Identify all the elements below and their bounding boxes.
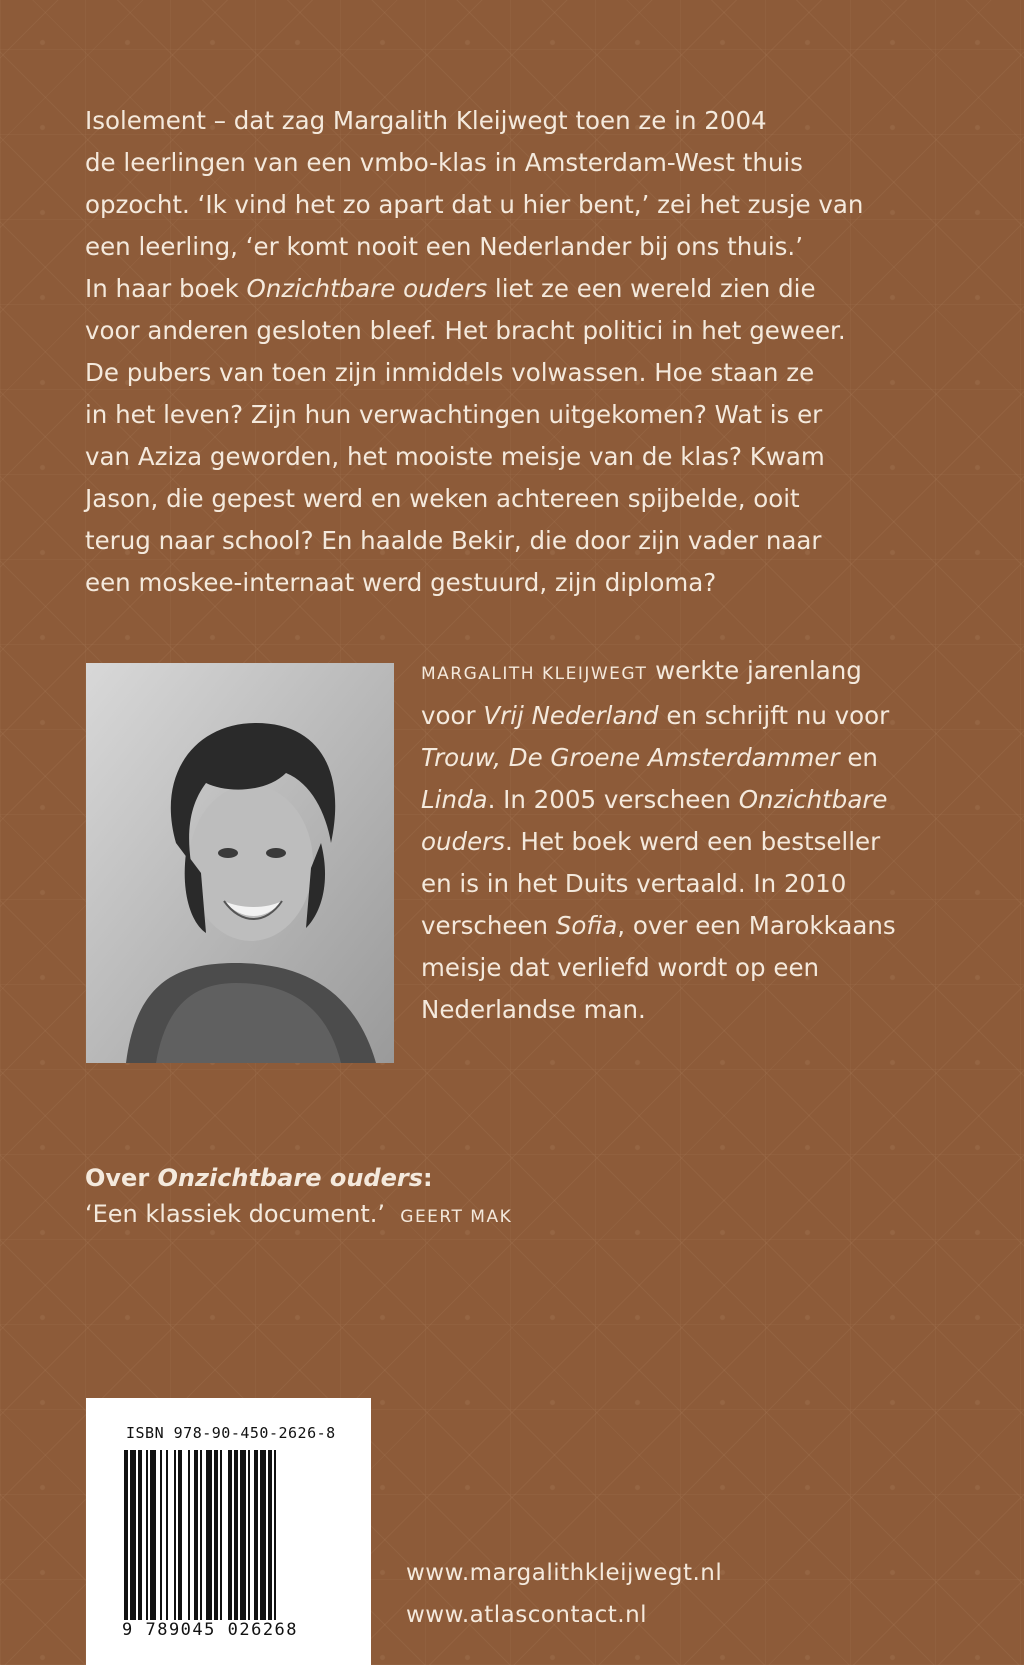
bio-text-fragment: . In 2005 verscheen [487, 785, 739, 814]
bio-line [421, 650, 981, 695]
publication-italic: Trouw, De Groene Amsterdammer [421, 743, 840, 772]
barcode-bar [206, 1450, 212, 1620]
blurb-line: voor anderen gesloten bleef. Het bracht politici in het geweer. [85, 316, 846, 345]
barcode-bar [124, 1450, 128, 1620]
bio-text-fragment: werkte jarenlang [647, 656, 862, 685]
publisher-website-link[interactable]: www.atlascontact.nl [406, 1602, 648, 1628]
bio-line [421, 695, 981, 737]
barcode-bar [274, 1450, 276, 1620]
blurb-line: De pubers van toen zijn inmiddels volwassen. Hoe staan ze [85, 358, 815, 387]
barcode-bar [254, 1450, 258, 1620]
barcode-digits: 9 789045 026268 [122, 1620, 299, 1640]
bio-text-fragment: . Het boek werd een bestseller [504, 827, 881, 856]
blurb-line: opzocht. ‘Ik vind het zo apart dat u hier bent,’ zei het zusje van [85, 190, 864, 219]
review-source: GEERT MAK [400, 1207, 513, 1227]
bio-line: meisje dat verliefd wordt op een [421, 953, 820, 982]
barcode-bar [146, 1450, 148, 1620]
review-quote: ‘Een klassiek document.’ [85, 1200, 385, 1228]
isbn-barcode [86, 1398, 371, 1665]
barcode-bar [166, 1450, 168, 1620]
barcode-bar [228, 1450, 232, 1620]
book-title-italic: Onzichtbare ouders [157, 1164, 423, 1192]
review-heading [85, 1160, 512, 1196]
bio-text-fragment: voor [421, 701, 484, 730]
review-quote-line [85, 1196, 512, 1235]
bio-line [421, 737, 981, 779]
author-portrait-icon [86, 663, 394, 1063]
review-heading-text: : [422, 1164, 433, 1192]
website-links [406, 1552, 722, 1636]
bio-text-fragment: en schrijft nu voor [658, 701, 890, 730]
publication-italic: Linda [421, 785, 488, 814]
barcode-bar [234, 1450, 238, 1620]
barcode-bar [248, 1450, 250, 1620]
review-heading-text: Over [85, 1164, 158, 1192]
barcode-bar [150, 1450, 156, 1620]
barcode-bar [200, 1450, 202, 1620]
bio-line: Nederlandse man. [421, 995, 646, 1024]
barcode-bar [130, 1450, 136, 1620]
blurb-line: de leerlingen van een vmbo-klas in Amsterdam-West thuis [85, 148, 803, 177]
book-title-italic: ouders [421, 827, 505, 856]
bio-text-fragment: en [839, 743, 878, 772]
book-title-italic: Onzichtbare ouders [246, 274, 488, 303]
blurb-line: van Aziza geworden, het mooiste meisje van de klas? Kwam [85, 442, 825, 471]
isbn-label: ISBN 978-90-450-2626-8 [126, 1424, 336, 1442]
barcode-bar [138, 1450, 142, 1620]
barcode-bars [124, 1450, 336, 1620]
barcode-bar [214, 1450, 218, 1620]
barcode-bar [194, 1450, 198, 1620]
author-bio [421, 650, 981, 1031]
author-website-link[interactable]: www.margalithkleijwegt.nl [406, 1560, 723, 1586]
blurb-line: Jason, die gepest werd en weken achtereen spijbelde, ooit [85, 484, 800, 513]
author-name: MARGALITH KLEIJWEGT [421, 664, 648, 684]
blurb-text-fragment: liet ze een wereld zien die [487, 274, 816, 303]
bio-line [421, 821, 981, 863]
blurb-line: een moskee-internaat werd gestuurd, zijn diploma? [85, 568, 717, 597]
barcode-bar [178, 1450, 182, 1620]
blurb-line: in het leven? Zijn hun verwachtingen uitgekomen? Wat is er [85, 400, 823, 429]
blurb-line: Isolement – dat zag Margalith Kleijwegt toen ze in 2004 [85, 106, 767, 135]
barcode-bar [240, 1450, 246, 1620]
blurb-line: een leerling, ‘er komt nooit een Nederlander bij ons thuis.’ [85, 232, 803, 261]
blurb-line [85, 268, 965, 310]
blurb-text [85, 100, 965, 604]
bio-text-fragment: , over een Marokkaans [617, 911, 896, 940]
book-title-italic: Onzichtbare [738, 785, 888, 814]
book-title-italic: Sofia [555, 911, 618, 940]
barcode-bar [220, 1450, 222, 1620]
barcode-bar [268, 1450, 272, 1620]
barcode-bar [160, 1450, 162, 1620]
review-section [85, 1160, 512, 1235]
blurb-text-fragment: In haar boek [85, 274, 247, 303]
blurb-line: terug naar school? En haalde Bekir, die door zijn vader naar [85, 526, 822, 555]
barcode-bar [260, 1450, 266, 1620]
barcode-bar [174, 1450, 176, 1620]
bio-line [421, 905, 981, 947]
barcode-bar [188, 1450, 190, 1620]
bio-line: en is in het Duits vertaald. In 2010 [421, 869, 847, 898]
author-photo [86, 663, 394, 1063]
publication-italic: Vrij Nederland [483, 701, 659, 730]
bio-text-fragment: verscheen [421, 911, 556, 940]
bio-line [421, 779, 981, 821]
